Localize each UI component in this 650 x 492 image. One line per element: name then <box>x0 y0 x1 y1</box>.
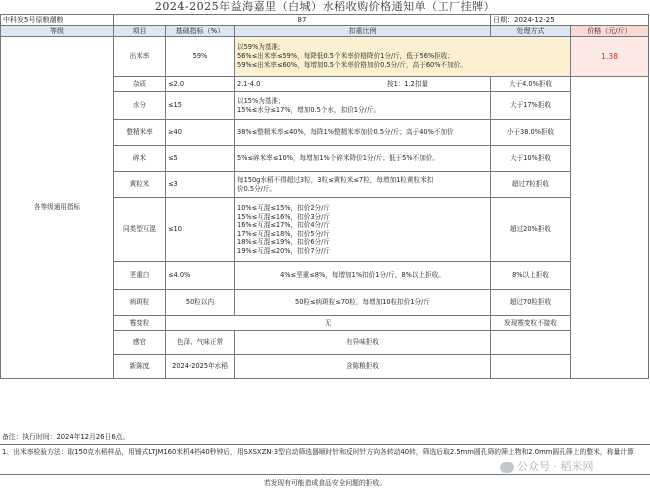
note-execution: 备注：执行时间：2024年12月26日6点。 <box>2 433 130 441</box>
ratio-yellow: 每150g水稻不得超过3粒，3粒≤黄粒米≤7粒，每增加1粒黄粒米扣 价0.5分/斤。 <box>235 172 491 198</box>
item-mixed: 同类型互混 <box>114 198 166 262</box>
item-sense: 感官 <box>114 331 166 355</box>
base-head: ≥40 <box>166 120 235 146</box>
variety-label: 中科发5号原粮潮粮 <box>1 15 114 26</box>
header-base: 基础指标（%） <box>166 26 235 37</box>
base-fresh: 2024-2025年水稻 <box>166 355 235 379</box>
item-fresh: 新陈度 <box>114 355 166 379</box>
ratio-disease: 50粒≤病斑粒≤70粒，每增加10粒扣价1分/斤 <box>235 290 491 316</box>
item-mill: 出米率 <box>114 37 166 77</box>
watermark: 公众号 · 稻米网 <box>500 458 594 474</box>
item-yellow: 黄粒米 <box>114 172 166 198</box>
method-mixed: 超过20%拒收 <box>491 198 571 262</box>
method-chalky: 8%以上拒收 <box>491 262 571 290</box>
header-method: 处理方式 <box>491 26 571 37</box>
method-moisture: 大于17%拒收 <box>491 92 571 120</box>
notice-date: 日期：2024-12-25 <box>491 15 649 26</box>
note-warning: 若发现有可能造成食品安全问题的拒收。 <box>263 479 387 487</box>
header-grade: 等级 <box>1 26 114 37</box>
ratio-impurity: 2.1-4.0 按1：1.2扣量 <box>235 77 491 92</box>
wechat-icon <box>500 462 514 473</box>
price-value: 1.38 <box>571 37 649 77</box>
ratio-mixed: 10%≤互混≤15%，扣价2分/斤 15%≤互混≤16%，扣价3分/斤 16%≤互混≤17%，扣价4分/斤 17%≤互混≤18%，扣价5分/斤 18%≤互混≤19%，扣价6分/斤 19%≤互混≤20%，扣价7分/斤 <box>235 198 491 262</box>
header-row <box>1 26 649 37</box>
method-sense-empty <box>491 331 571 355</box>
ratio-mold: 无 <box>166 316 491 331</box>
base-yellow: ≤3 <box>166 172 235 198</box>
base-chalky: ≤4.0% <box>166 262 235 290</box>
base-disease: 50粒以内 <box>166 290 235 316</box>
header-item: 项目 <box>114 26 166 37</box>
ratio-sense: 有异味拒收 <box>235 331 491 355</box>
ratio-moisture: 以15%为基准； 15%≤水分≤17%，增加0.5个水，扣价1分/斤。 <box>235 92 491 120</box>
method-broken: 大于10%拒收 <box>491 146 571 172</box>
ratio-fresh: 含陈粮拒收 <box>235 355 491 379</box>
base-broken: ≤5 <box>166 146 235 172</box>
item-disease: 病斑粒 <box>114 290 166 316</box>
ratio-broken: 5%≤碎米率≤10%，每增加1%个碎米降价1分/斤；低于5%不加价。 <box>235 146 491 172</box>
item-chalky: 垩重白 <box>114 262 166 290</box>
price-table <box>0 14 649 379</box>
base-sense: 色泽、气味正常 <box>166 331 235 355</box>
divider <box>0 474 650 475</box>
grade-general: 各等级通用指标 <box>1 37 114 379</box>
item-mold: 霉变粒 <box>114 316 166 331</box>
table-row <box>1 37 649 77</box>
item-head: 整精米率 <box>114 120 166 146</box>
ratio-mill: 以59%为基准; 56%≤出米率≤59%，每降低0.5个米率价格降价1分/斤，低于56%拒收； 59%≤出米率≤60%，每增加0.5个米率价格加价0.5分/斤，高于60%不加价。 <box>235 37 571 77</box>
base-mixed: ≤10 <box>166 198 235 262</box>
item-impurity: 杂质 <box>114 77 166 92</box>
base-mill: 59% <box>166 37 235 77</box>
method-yellow: 超过7粒拒收 <box>491 172 571 198</box>
ratio-head: 38%≤整精米率≤40%，每降1%整精米率加价0.5分/斤；高于40%不加价 <box>235 120 491 146</box>
ratio-chalky: 4%≤垩重≤8%，每增加1%扣价1分/斤，8%以上拒收。 <box>235 262 491 290</box>
base-moisture: ≤15 <box>166 92 235 120</box>
method-disease: 超过70粒拒收 <box>491 290 571 316</box>
divider <box>0 444 650 445</box>
info-row <box>1 15 649 26</box>
header-price: 价格（元/斤） <box>571 26 649 37</box>
header-ratio: 扣重比例 <box>235 26 491 37</box>
method-fresh-empty <box>491 355 571 379</box>
method-mold: 发现霉变粒不接收 <box>491 316 571 331</box>
item-moisture: 水分 <box>114 92 166 120</box>
item-broken: 碎米 <box>114 146 166 172</box>
page-title: 2024-2025年益海嘉里（白城）水稻收购价格通知单（工厂挂牌） <box>154 0 496 13</box>
price-empty <box>571 77 649 379</box>
base-impurity: ≤2.0 <box>166 77 235 92</box>
method-impurity: 大于4.0%拒收 <box>491 77 571 92</box>
method-head: 小于38.0%拒收 <box>491 120 571 146</box>
note-method: 1、出米率检验方法：取150克水稻样品，用锤式LTJM160米机4档40秒钟后，用SXSXZN-3型自动筛选器顺时针和反时针方向各转动40转，筛选后取2.5mm圆孔筛的筛上物和2.0mm圆孔筛上的整米，称量计算 <box>2 448 634 456</box>
notice-code: 87 <box>114 15 491 26</box>
